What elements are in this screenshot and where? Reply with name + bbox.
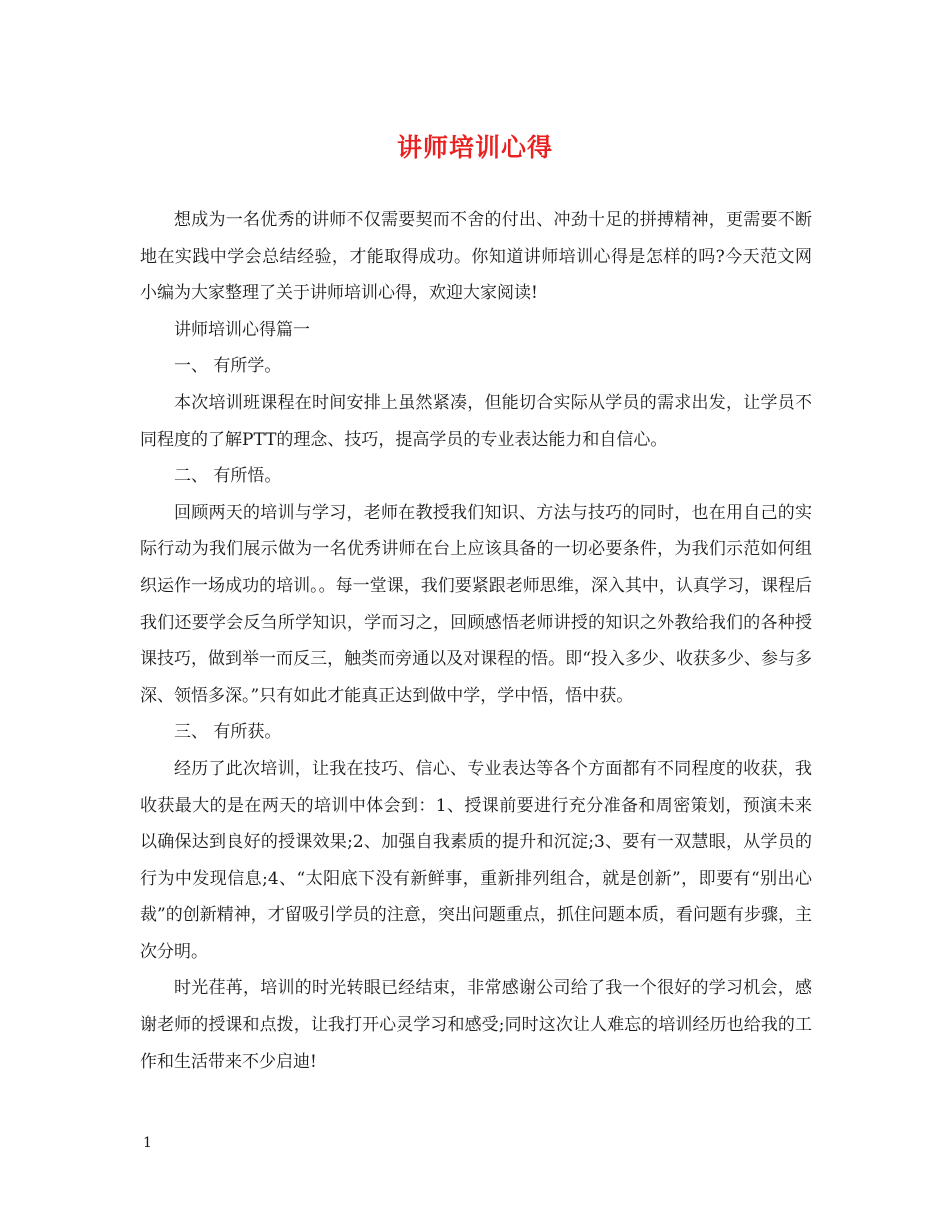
body-paragraph: 回顾两天的培训与学习，老师在教授我们知识、方法与技巧的同时，也在用自己的实际行动为我们展示做为一名优秀讲师在台上应该具备的一切必要条件，为我们示范如何组织运作一场成功的培训。。每一堂课，我们要紧跟老师思维，深入其中，认真学习，课程后我们还要学会反刍所学知识，学而习之，回顾感悟老师讲授的知识之外教给我们的各种授课技巧，做到举一而反三，触类而旁通以及对课程的悟。即“投入多少、收获多少、参与多深、领悟多深。”只有如此才能真正达到做中学，学中悟，悟中获。: [140, 502, 812, 706]
document-title: 讲师培训心得: [396, 133, 553, 162]
document-body: [140, 202, 812, 1080]
subheading-realized: 二、 有所悟。: [174, 466, 282, 487]
page-number: 1: [143, 1135, 152, 1151]
body-paragraph: 经历了此次培训，让我在技巧、信心、专业表达等各个方面都有不同程度的收获，我收获最大的是在两天的培训中体会到：1、授课前要进行充分准备和周密策划，预演未来以确保达到良好的授课效果;2、加强自我素质的提升和沉淀;3、要有一双慧眼，从学员的行为中发现信息;4、“太阳底下没有新鲜事，重新排列组合，就是创新”，即要有“别出心裁”的创新精神，才留吸引学员的注意，突出问题重点，抓住问题本质，看问题有步骤，主次分明。: [140, 758, 812, 962]
section-heading-part-one: 讲师培训心得篇一: [174, 319, 310, 340]
intro-paragraph: 想成为一名优秀的讲师不仅需要契而不舍的付出、冲劲十足的拼搏精神，更需要不断地在实践中学会总结经验，才能取得成功。你知道讲师培训心得是怎样的吗?今天范文网小编为大家整理了关于讲师培训心得，欢迎大家阅读!: [140, 210, 812, 304]
subheading-learned: 一、 有所学。: [174, 356, 282, 377]
closing-paragraph: 时光荏苒，培训的时光转眼已经结束，非常感谢公司给了我一个很好的学习机会，感谢老师的授课和点拨，让我打开心灵学习和感受;同时这次让人难忘的培训经历也给我的工作和生活带来不少启迪!: [140, 978, 812, 1072]
body-paragraph: 本次培训班课程在时间安排上虽然紧凑，但能切合实际从学员的需求出发，让学员不同程度的了解PTT的理念、技巧，提高学员的专业表达能力和自信心。: [140, 392, 812, 450]
subheading-gained: 三、 有所获。: [174, 722, 282, 743]
